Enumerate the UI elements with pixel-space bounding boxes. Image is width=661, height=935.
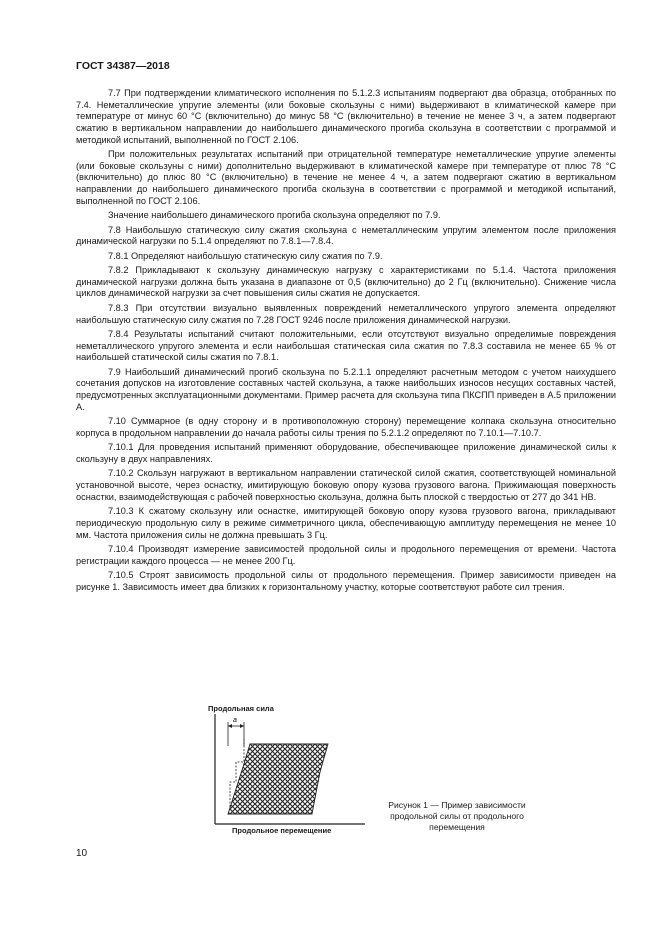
paragraph: 7.8.2 Прикладывают к скользуну динамическую нагрузку с характеристиками по 5.1.4. Частота приложения динамической нагрузки должна быть указана в диапазоне от 0,5 (включительно) до 2 Гц (включительно). Снижение числа циклов динамической нагрузки за счет повышения силы сжатия не допускается. <box>76 265 616 299</box>
paragraph: 7.10.4 Производят измерение зависимостей продольной силы и продольного перемещения от времени. Частота регистрации каждого процесса — не менее 200 Гц. <box>76 543 616 566</box>
paragraph: 7.8 Наибольшую статическую силу сжатия скользуна с неметаллическим упругим элементом после приложения динамической нагрузки по 5.1.4 определяют по 7.8.1—7.8.4. <box>76 224 616 247</box>
dimension-label: a <box>233 717 237 724</box>
paragraph: 7.10.5 Строят зависимость продольной силы от продольного перемещения. Пример зависимости приведен на рисунке 1. Зависимость имеет два близких к горизонтальному участку, которые соответствуют работе сил трения. <box>76 570 616 592</box>
dimension-arrowhead-left <box>228 724 232 728</box>
paragraph: При положительных результатах испытаний при отрицательной температуре неметаллические упругие элементы (или боковые скользуны с ними) дополнительно выдерживают в климатической камере при температуре от плюс 78 °С (включительно) до плюс 80 °С (включительно) в течение не менее 4 ч, а затем подвергают сжатию в вертикальном направлении до наибольшего динамического прогиба скользуна в соответствии с программой и методикой испытаний, выполненной по ГОСТ 2.106. <box>76 149 616 206</box>
page-number: 10 <box>76 848 88 859</box>
figure-caption: Рисунок 1 — Пример зависимости продольной силы от продольного перемещения <box>388 800 526 832</box>
paragraph: 7.10 Суммарное (в одну сторону и в противоположную сторону) перемещение колпака скользуна относительно корпуса в продольном направлении до начала работы силы трения по 5.2.1.2 определяют по 7.10.1—7.10.7. <box>76 416 616 438</box>
paragraph: 7.10.2 Скользун нагружают в вертикальном направлении статической силой сжатия, соответствующей номинальной установочной высоте, через оснастку, имитирующую боковую опору кузова грузового вагона. Прижимающая поверхность оснастки, взаимодействующая с рабочей поверхностью скользуна, должна быть плоской с твердостью от 277 до 341 НВ. <box>76 468 616 502</box>
paragraph: 7.10.3 К сжатому скользуну или оснастке, имитирующей боковую опору кузова грузового вагона, прикладывают периодическую продольную силу в режиме симметричного цикла, обеспечивающую амплитуду перемещения не менее 10 мм. Частота приложения силы не должна превышать 3 Гц. <box>76 506 616 540</box>
hysteresis-area <box>228 744 328 814</box>
hysteresis-figure <box>200 704 370 844</box>
paragraph: 7.8.1 Определяют наибольшую статическую силу сжатия по 7.9. <box>108 250 383 261</box>
paragraph: 7.7 При подтверждении климатического исполнения по 5.1.2.3 испытаниям подвергают два образца, отобранных по 7.4. Неметаллические упругие элементы (или боковые скользуны с ними) выдерживают в климатической камере при температуре от минус 60 °С (включительно) до минус 58 °С (включительно) в течение не менее 3 ч, а затем подвергают сжатию в вертикальном направлении до наибольшего динамического прогиба скользуна в соответствии с программой и методикой испытаний, выполненной по ГОСТ 2.106. <box>76 88 616 145</box>
paragraph: 7.8.3 При отсутствии визуально выявленных повреждений неметаллического упругого элемента определяют наибольшую статическую силу сжатия по 7.28 ГОСТ 9246 после приложения динамической нагрузки. <box>76 302 616 325</box>
figure-y-label: Продольная сила <box>208 704 274 713</box>
paragraph: Значение наибольшего динамического прогиба скользуна определяют по 7.9. <box>108 210 441 221</box>
figure-x-label: Продольное перемещение <box>232 826 332 835</box>
dimension-arrowhead-right <box>240 724 244 728</box>
paragraph: 7.8.4 Результаты испытаний считают положительными, если отсутствуют визуально определимые повреждения неметаллического упругого элемента и если наибольшая статическая сила сжатия по 7.8.3 составила не менее 65 % от наибольшей статической силы сжатия по 7.8.1. <box>76 329 616 363</box>
paragraph: 7.10.1 Для проведения испытаний применяют оборудование, обеспечивающее приложение динамической силы к скользуну в двух направлениях. <box>76 442 616 464</box>
standard-header: ГОСТ 34387—2018 <box>76 60 170 72</box>
paragraph: 7.9 Наибольший динамический прогиб скользуна по 5.2.1.1 определяют расчетным методом с учетом наихудшего сочетания допусков на изготовление составных частей скользуна, а также наибольших износов несущих составных частей, предусмотренных эксплуатационными документами. Пример расчета для скользуна типа ПКСПП приведен в А.5 приложении А. <box>76 366 616 412</box>
body-text <box>76 88 616 596</box>
